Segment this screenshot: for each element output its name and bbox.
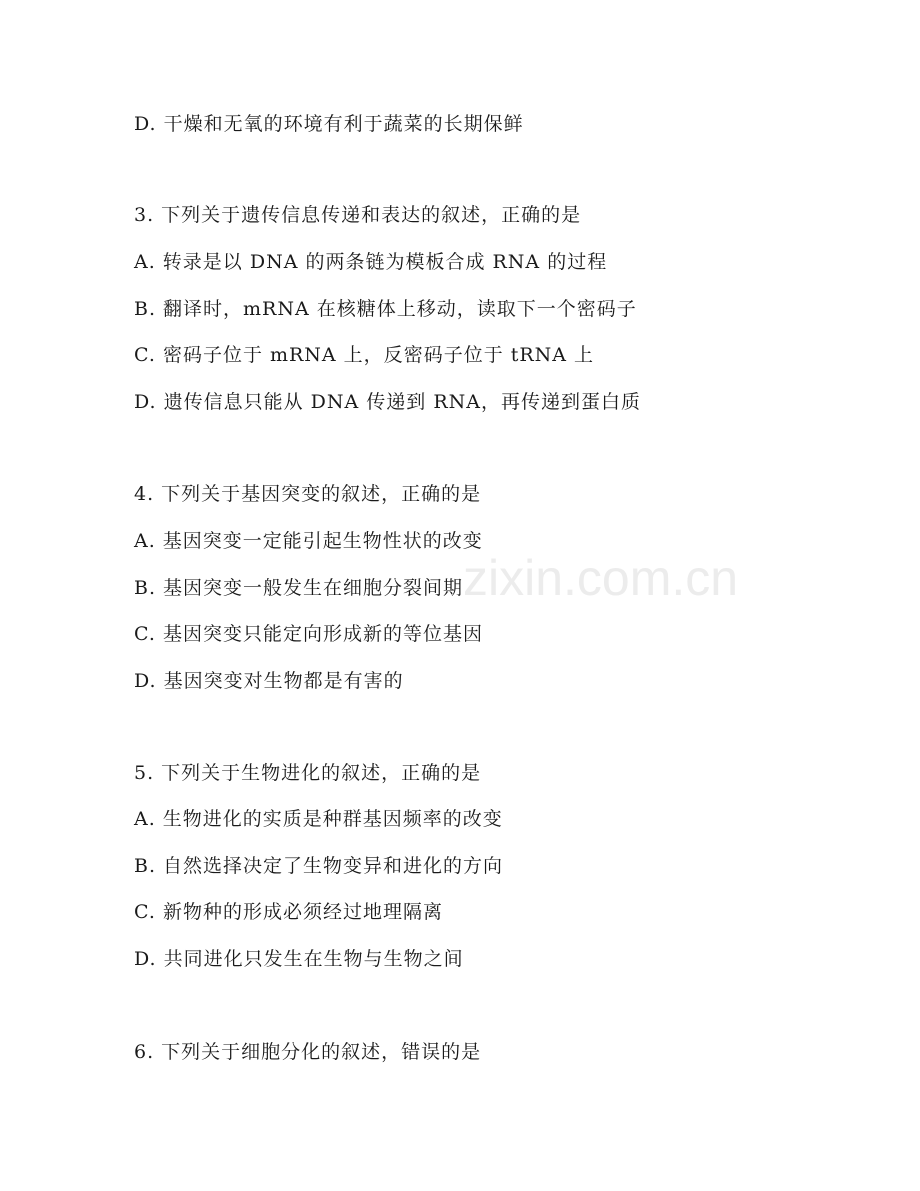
q5-option-c: C. 新物种的形成必须经过地理隔离 bbox=[134, 901, 443, 923]
q4-option-a: A. 基因突变一定能引起生物性状的改变 bbox=[134, 530, 483, 552]
q4-stem: 4. 下列关于基因突变的叙述，正确的是 bbox=[134, 483, 482, 505]
q2-option-d: D. 干燥和无氧的环境有利于蔬菜的长期保鲜 bbox=[134, 113, 524, 135]
q3-option-b: B. 翻译时，mRNA 在核糖体上移动，读取下一个密码子 bbox=[134, 298, 637, 320]
q5-option-a: A. 生物进化的实质是种群基因频率的改变 bbox=[134, 808, 503, 830]
q5-stem: 5. 下列关于生物进化的叙述，正确的是 bbox=[134, 762, 482, 784]
q4-option-d: D. 基因突变对生物都是有害的 bbox=[134, 670, 404, 692]
q3-stem: 3. 下列关于遗传信息传递和表达的叙述，正确的是 bbox=[134, 204, 582, 226]
q3-option-a: A. 转录是以 DNA 的两条链为模板合成 RNA 的过程 bbox=[134, 251, 608, 273]
q6-stem: 6. 下列关于细胞分化的叙述，错误的是 bbox=[134, 1041, 482, 1063]
q5-option-d: D. 共同进化只发生在生物与生物之间 bbox=[134, 948, 464, 970]
watermark: zixin.com.cn bbox=[463, 550, 739, 606]
q3-option-c: C. 密码子位于 mRNA 上，反密码子位于 tRNA 上 bbox=[134, 344, 595, 366]
q3-option-d: D. 遗传信息只能从 DNA 传递到 RNA，再传递到蛋白质 bbox=[134, 391, 641, 413]
q4-option-b: B. 基因突变一般发生在细胞分裂间期 bbox=[134, 577, 464, 599]
q5-option-b: B. 自然选择决定了生物变异和进化的方向 bbox=[134, 855, 504, 877]
q4-option-c: C. 基因突变只能定向形成新的等位基因 bbox=[134, 623, 483, 645]
